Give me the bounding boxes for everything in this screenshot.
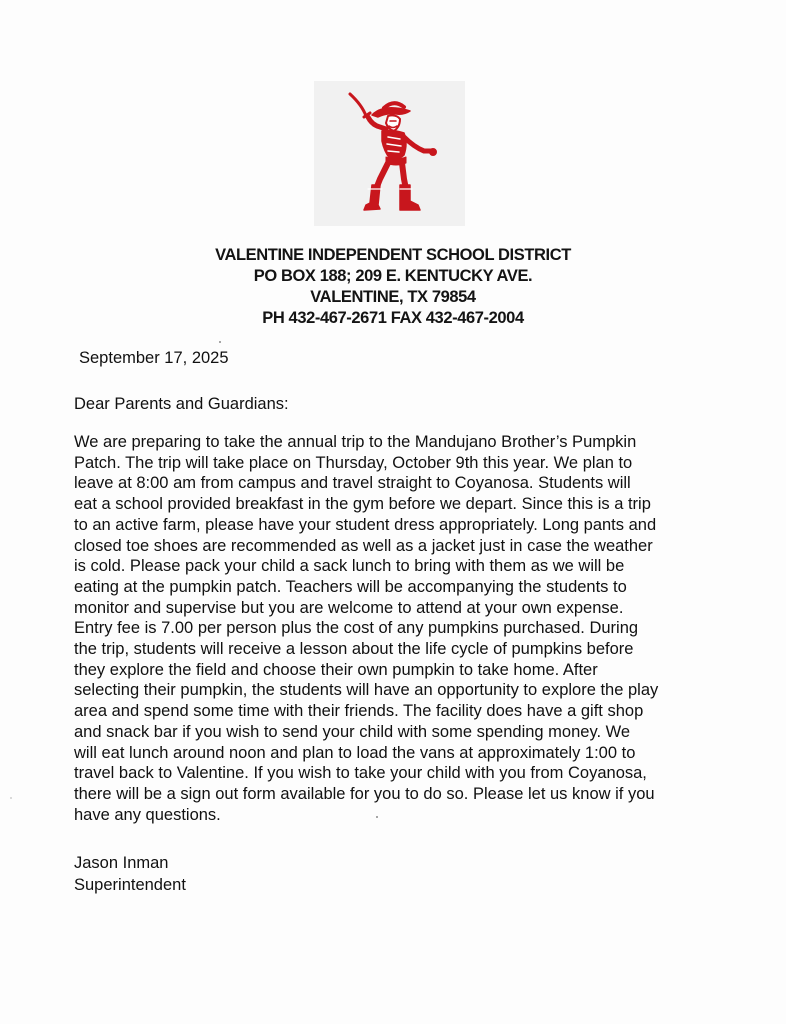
body-line: they explore the field and choose their own pumpkin to take home. After [74,660,598,679]
body-line: will eat lunch around noon and plan to load the vans at approximately 1:00 to [74,743,636,762]
body-line: We are preparing to take the annual trip to the Mandujano Brother’s Pumpkin [74,433,637,451]
salutation: Dear Parents and Guardians: [74,395,289,413]
body-line: and snack bar if you wish to send your child with some spending money. We [74,722,631,741]
scan-speck [376,816,378,818]
district-address: PO BOX 188; 209 E. KENTUCKY AVE. [253,267,533,285]
pirate-mascot-icon [314,81,465,226]
scan-speck [10,797,12,799]
body-line: Entry fee is 7.00 per person plus the cost of any pumpkins purchased. During [74,619,639,638]
district-name: VALENTINE INDEPENDENT SCHOOL DISTRICT [215,246,571,264]
body-line: Patch. The trip will take place on Thursday, October 9th this year. We plan to [74,453,633,472]
body-line: closed toe shoes are recommended as well as a jacket just in case the weather [74,536,653,555]
body-line: is cold. Please pack your child a sack lunch to bring with them as we will be [74,557,625,576]
letter-body [74,432,714,825]
letterhead [0,245,786,329]
body-line: eating at the pumpkin patch. Teachers will be accompanying the students to [74,577,627,596]
body-line: monitor and supervise but you are welcome to attend at your own expense. [74,598,624,617]
body-line: there will be a sign out form available for you to do so. Please let us know if you [74,784,655,803]
body-line: area and spend some time with their friends. The facility does have a gift shop [74,702,644,721]
signer-title: Superintendent [74,876,186,894]
body-line: have any questions. [74,805,221,824]
body-line: travel back to Valentine. If you wish to take your child with you from Coyanosa, [74,764,647,783]
signature-block [74,852,186,896]
signer-name: Jason Inman [74,854,169,872]
district-city: VALENTINE, TX 79854 [310,288,476,306]
body-line: eat a school provided breakfast in the gym before we depart. Since this is a trip [74,495,651,514]
body-line: leave at 8:00 am from campus and travel straight to Coyanosa. Students will [74,474,631,493]
letter-date: September 17, 2025 [79,349,229,367]
body-line: the trip, students will receive a lesson about the life cycle of pumpkins before [74,640,634,659]
scan-speck [219,341,221,343]
body-line: to an active farm, please have your student dress appropriately. Long pants and [74,515,657,534]
district-logo [314,81,465,226]
body-line: selecting their pumpkin, the students will have an opportunity to explore the play [74,681,659,700]
district-phone-fax: PH 432-467-2671 FAX 432-467-2004 [262,309,524,327]
